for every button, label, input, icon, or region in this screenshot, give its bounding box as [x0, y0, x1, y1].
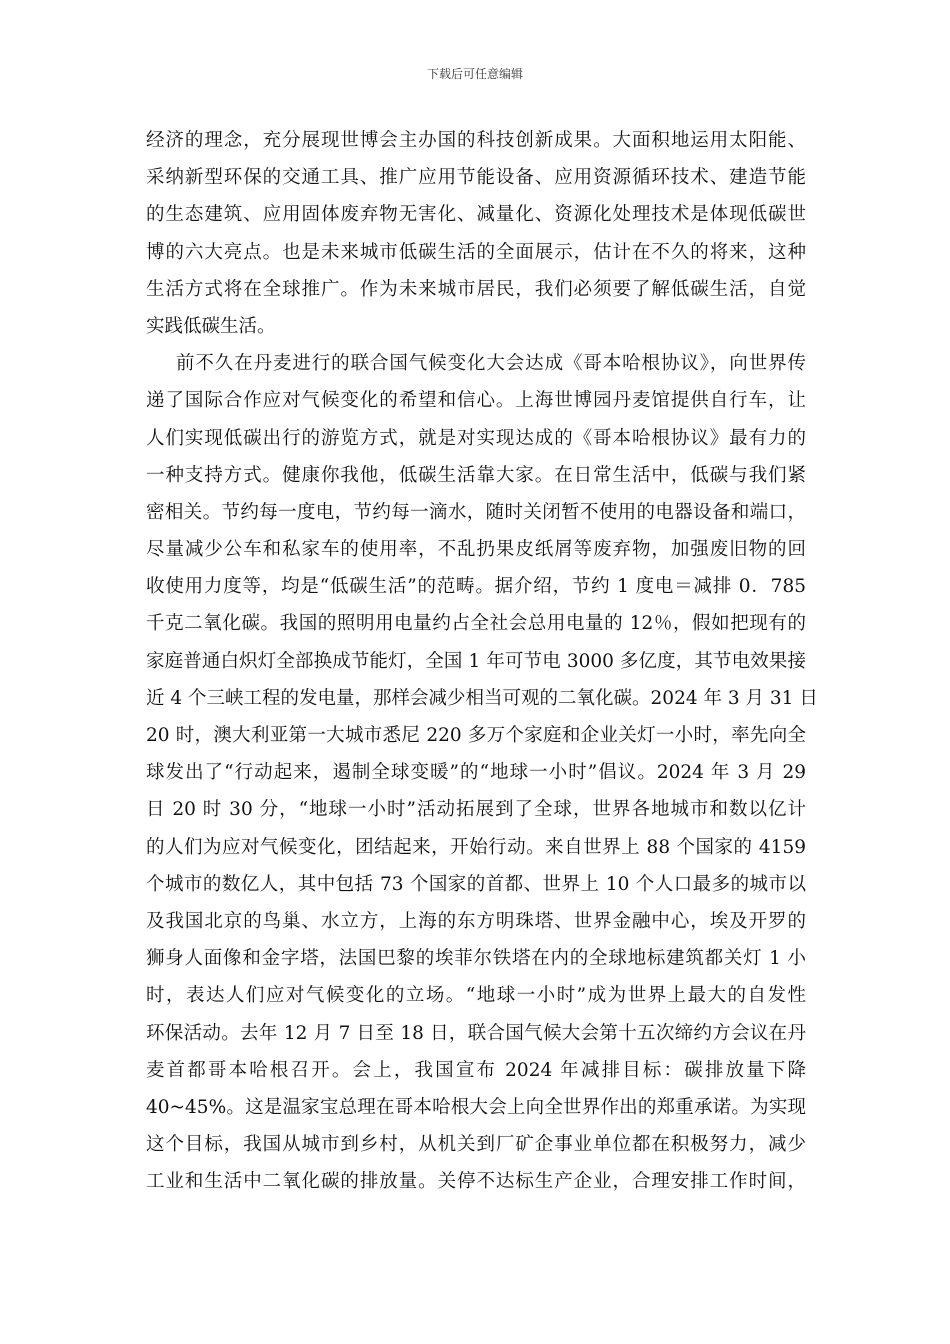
text-line: 千克二氧化碳。我国的照明用电量约占全社会总用电量的 12％，假如把现有的	[146, 613, 806, 635]
text-line: 工业和生活中二氧化碳的排放量。关停不达标生产企业，合理安排工作时间，	[146, 1171, 806, 1193]
page-header-note: 下载后可任意编辑	[426, 67, 523, 81]
text-line: 这个目标，我国从城市到乡村，从机关到厂矿企事业单位都在积极努力，减少	[146, 1134, 806, 1156]
text-line: 经济的理念，充分展现世博会主办国的科技创新成果。大面积地运用太阳能、	[146, 130, 806, 151]
text-line: 递了国际合作应对气候变化的希望和信心。上海世博园丹麦馆提供自行车，让	[146, 390, 806, 412]
text-line: 密相关。节约每一度电，节约每一滴水，随时关闭暂不使用的电器设备和端口，	[146, 501, 806, 523]
text-line: 的生态建筑、应用固体废弃物无害化、减量化、资源化处理技术是体现低碳世	[146, 204, 806, 226]
text-line: 博的六大亮点。也是未来城市低碳生活的全面展示，估计在不久的将来，这种	[146, 241, 806, 263]
text-line: 实践低碳生活。	[146, 315, 276, 337]
text-line: 环保活动。去年 12 月 7 日至 18 日，联合国气候大会第十五次缔约方会议在丹	[146, 1022, 806, 1044]
text-line: 个城市的数亿人，其中包括 73 个国家的首都、世界上 10 个人口最多的城市以	[146, 873, 806, 895]
document-body	[146, 122, 818, 1200]
text-line: 狮身人面像和金字塔，法国巴黎的埃菲尔铁塔在内的全球地标建筑都关灯 1 小	[146, 948, 806, 970]
text-line: 一种支持方式。健康你我他，低碳生活靠大家。在日常生活中，低碳与我们紧	[146, 464, 806, 486]
text-line: 的人们为应对气候变化，团结起来，开始行动。来自世界上 88 个国家的 4159	[146, 836, 806, 858]
text-line: 40~45%。这是温家宝总理在哥本哈根大会上向全世界作出的郑重承诺。为实现	[146, 1096, 806, 1118]
text-line: 前不久在丹麦进行的联合国气候变化大会达成《哥本哈根协议》，向世界传	[176, 353, 806, 375]
text-line: 日 20 时 30 分，“地球一小时”活动拓展到了全球，世界各地城市和数以亿计	[146, 799, 806, 821]
text-line: 生活方式将在全球推广。作为未来城市居民，我们必须要了解低碳生活，自觉	[146, 278, 806, 300]
text-line: 尽量减少公车和私家车的使用率，不乱扔果皮纸屑等废弃物，加强废旧物的回	[146, 539, 806, 561]
text-line: 家庭普通白炽灯全部换成节能灯，全国 1 年可节电 3000 多亿度，其节电效果接	[146, 650, 806, 672]
text-line: 球发出了“行动起来，遏制全球变暖”的“地球一小时”倡议。2024 年 3 月 29	[146, 762, 806, 784]
text-line: 时，表达人们应对气候变化的立场。“地球一小时”成为世界上最大的自发性	[146, 985, 806, 1007]
text-line: 及我国北京的鸟巢、水立方，上海的东方明珠塔、世界金融中心，埃及开罗的	[146, 910, 806, 932]
text-line: 收使用力度等，均是“低碳生活”的范畴。据介绍，节约 1 度电＝减排 0．785	[146, 576, 806, 598]
text-line: 20 时，澳大利亚第一大城市悉尼 220 多万个家庭和企业关灯一小时，率先向全	[146, 725, 806, 746]
text-line: 麦首都哥本哈根召开。会上，我国宣布 2024 年减排目标：碳排放量下降	[146, 1059, 806, 1081]
text-line: 近 4 个三峡工程的发电量，那样会减少相当可观的二氧化碳。2024 年 3 月 31 日	[146, 687, 818, 709]
text-line: 采纳新型环保的交通工具、推广应用节能设备、应用资源循环技术、建造节能	[146, 167, 806, 189]
text-line: 人们实现低碳出行的游览方式，就是对实现达成的《哥本哈根协议》最有力的	[146, 427, 806, 449]
